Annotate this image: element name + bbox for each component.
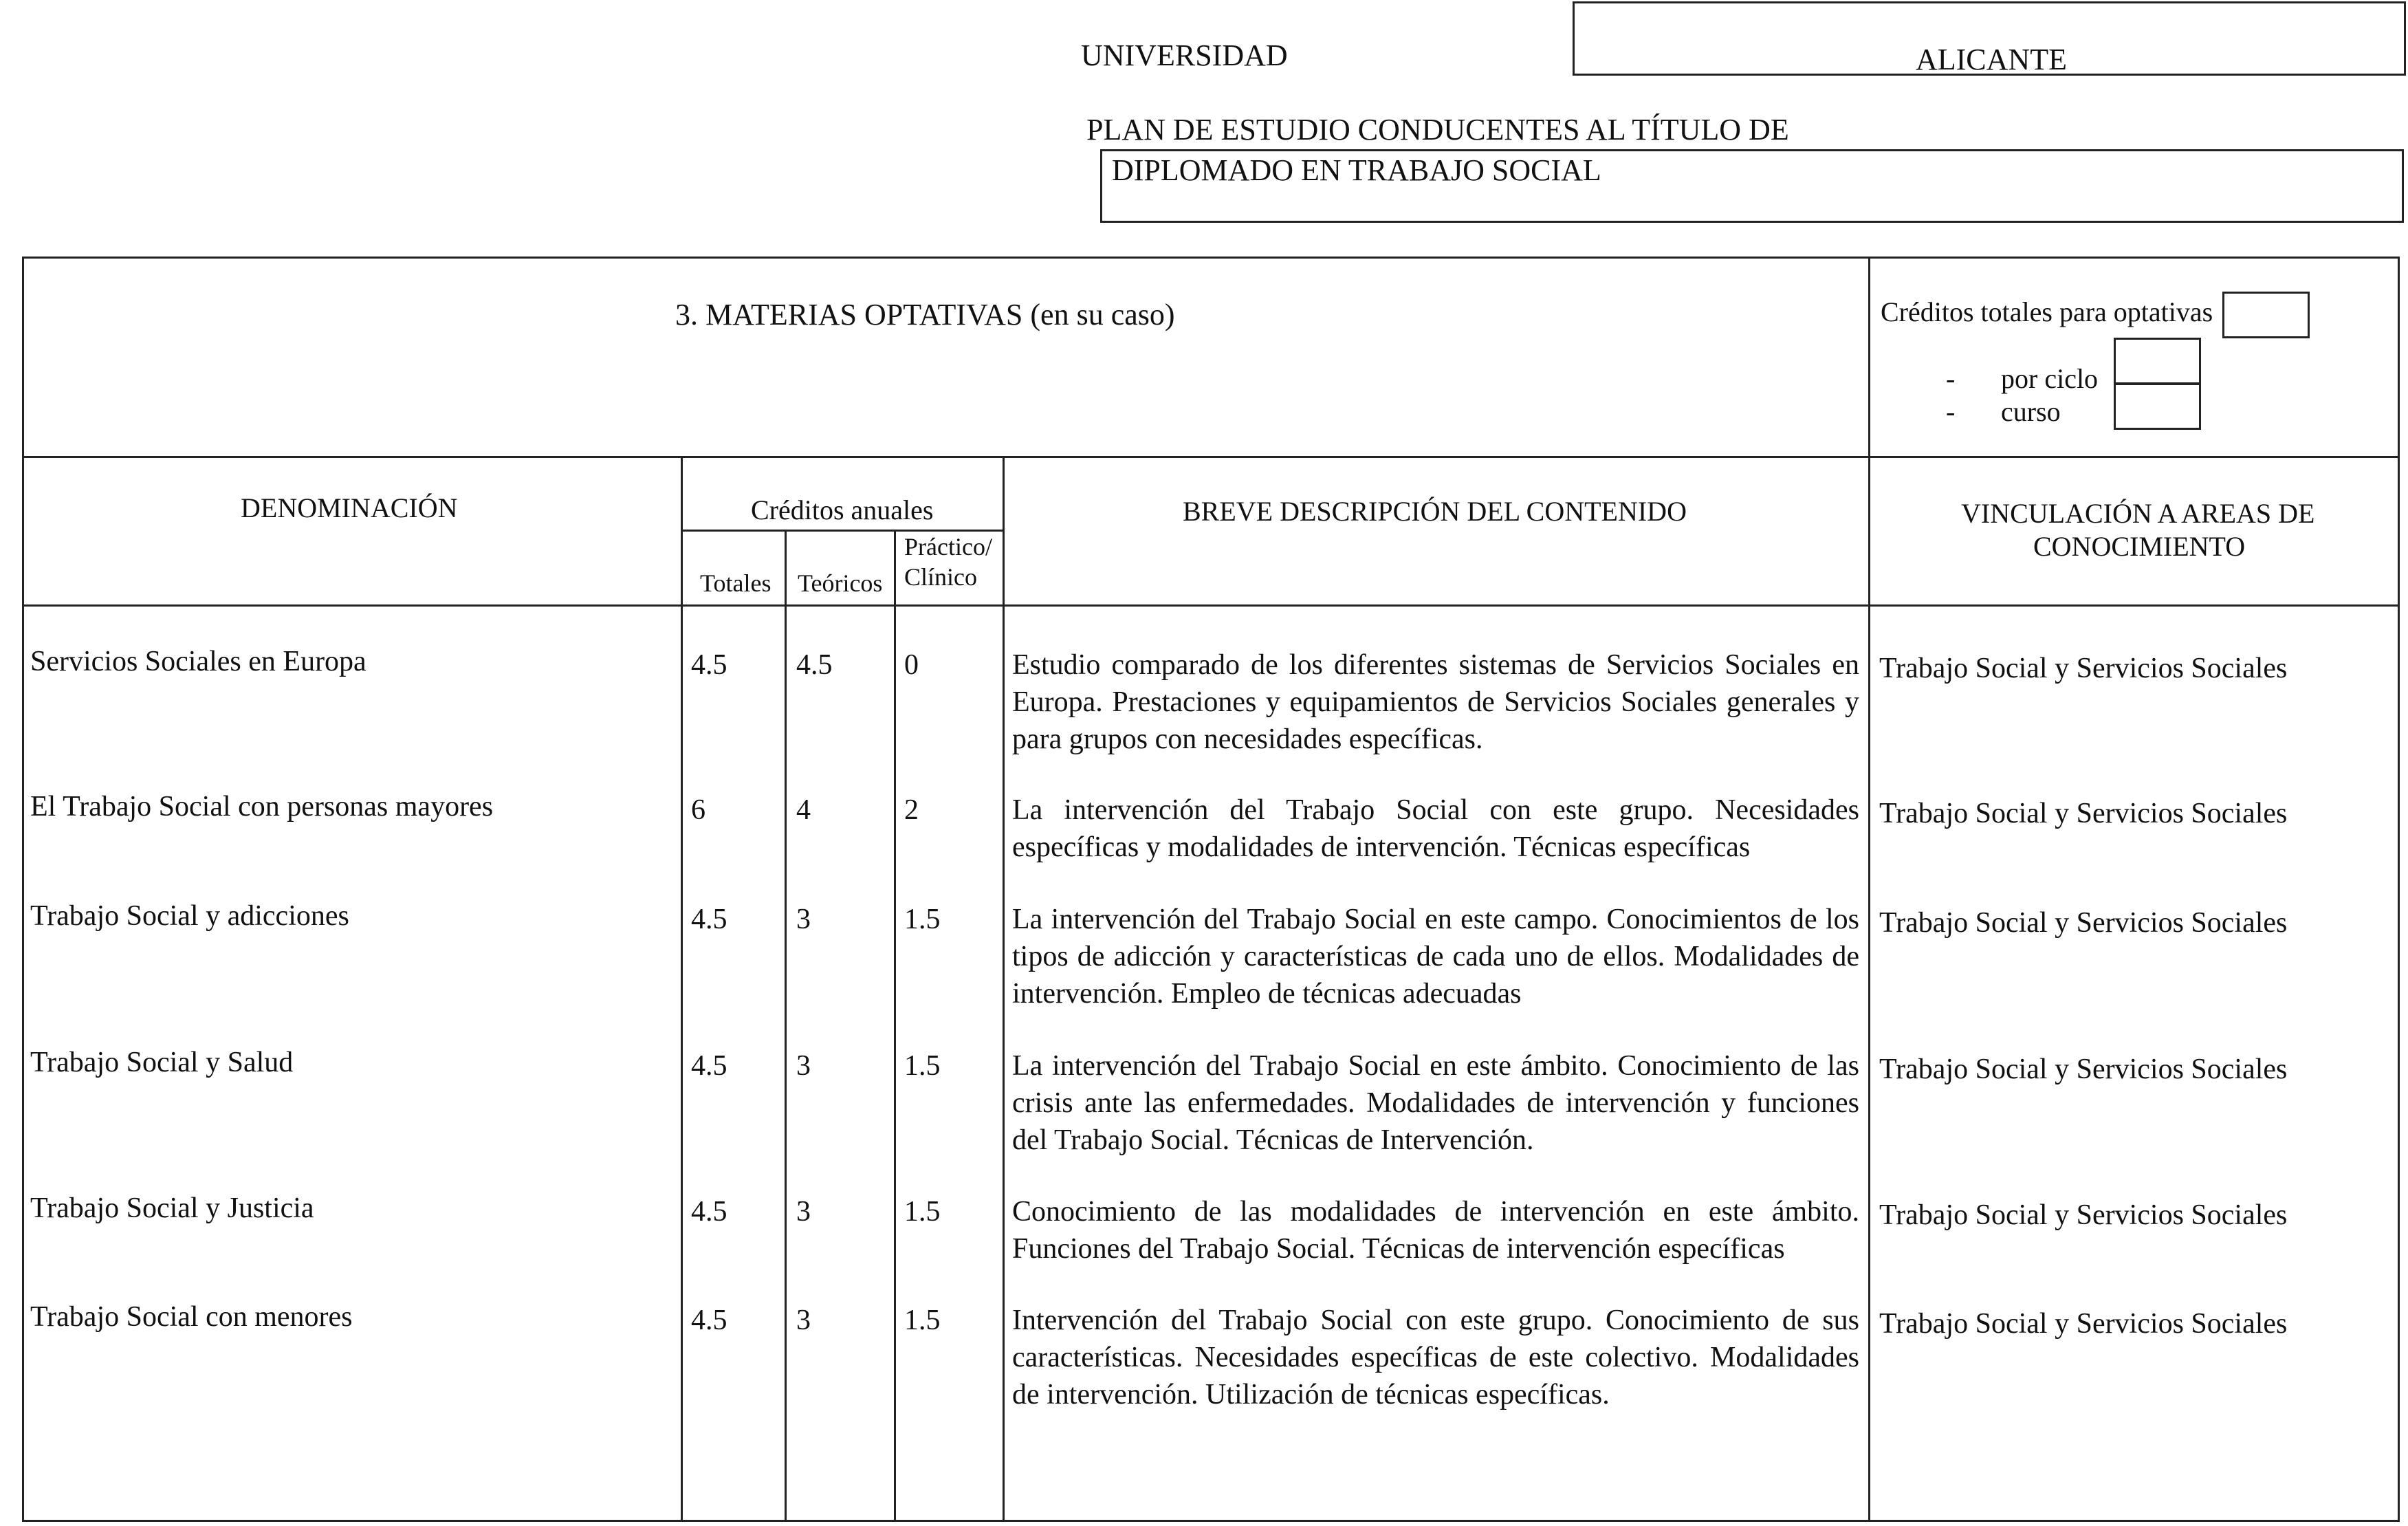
row-2-totales: 6 — [691, 794, 705, 826]
por-ciclo-label: por ciclo — [2001, 363, 2099, 394]
por-ciclo-box — [2114, 338, 2201, 384]
header-totales: Totales — [700, 569, 771, 597]
creditos-totales-box — [2222, 292, 2310, 338]
creditos-totales-label: Créditos totales para optativas — [1881, 296, 2213, 327]
header-descripcion: BREVE DESCRIPCIÓN DEL CONTENIDO — [1183, 496, 1687, 527]
section-title: 3. MATERIAS OPTATIVAS (en su caso) — [675, 298, 1175, 331]
universidad-label: UNIVERSIDAD — [1081, 39, 1288, 72]
row-2-teoricos: 4 — [796, 794, 811, 826]
por-ciclo-dash: - — [1946, 363, 1956, 394]
row-1-descripcion: Estudio comparado de los diferentes sistemas de Servicios Sociales en Europa. Prestaciones y equipamientos de Servicios Sociales generales y para grupos con necesidades específicas. — [1012, 649, 1859, 755]
row-1-practico: 0 — [904, 649, 919, 681]
curso-box — [2114, 383, 2201, 430]
universidad-value: ALICANTE — [1916, 43, 2067, 76]
col-divider-vinculacion — [1868, 257, 1870, 1522]
curso-dash: - — [1946, 396, 1956, 427]
col-divider-practico — [894, 530, 896, 1522]
row-1-totales: 4.5 — [691, 649, 727, 681]
row-4-practico: 1.5 — [904, 1050, 941, 1082]
row-1-vinculacion: Trabajo Social y Servicios Sociales — [1879, 653, 2288, 684]
row-6-teoricos: 3 — [796, 1305, 811, 1336]
col-divider-creditos — [681, 456, 683, 1522]
row-5-practico: 1.5 — [904, 1196, 941, 1228]
row-3-vinculacion: Trabajo Social y Servicios Sociales — [1879, 907, 2288, 939]
row-4-vinculacion: Trabajo Social y Servicios Sociales — [1879, 1054, 2288, 1085]
row-4-descripcion: La intervención del Trabajo Social en este ámbito. Conocimiento de las crisis ante las enfermedades. Modalidades de intervención y funciones del Trabajo Social. Técnicas de Intervención. — [1012, 1050, 1859, 1156]
header-vinculacion-line2: CONOCIMIENTO — [2033, 531, 2246, 562]
row-4-teoricos: 3 — [796, 1050, 811, 1082]
row-6-vinculacion: Trabajo Social y Servicios Sociales — [1879, 1308, 2288, 1340]
row-1-denominacion: Servicios Sociales en Europa — [30, 646, 366, 677]
row-3-denominacion: Trabajo Social y adicciones — [30, 900, 349, 932]
row-5-totales: 4.5 — [691, 1196, 727, 1228]
plan-label: PLAN DE ESTUDIO CONDUCENTES AL TÍTULO DE — [1086, 113, 1789, 146]
header-divider — [22, 604, 2400, 607]
universidad-field — [1573, 1, 2406, 76]
row-2-descripcion: La intervención del Trabajo Social con este grupo. Necesidades específicas y modalidades de intervención. Técnicas específicas — [1012, 794, 1859, 863]
row-5-vinculacion: Trabajo Social y Servicios Sociales — [1879, 1199, 2288, 1231]
row-5-descripcion: Conocimiento de las modalidades de intervención en este ámbito. Funciones del Trabajo Social. Técnicas de intervención específicas — [1012, 1196, 1859, 1265]
row-5-teoricos: 3 — [796, 1196, 811, 1228]
header-denominacion: DENOMINACIÓN — [241, 492, 458, 523]
curso-label: curso — [2001, 396, 2061, 427]
row-4-denominacion: Trabajo Social y Salud — [30, 1047, 294, 1078]
row-3-practico: 1.5 — [904, 904, 941, 935]
titulo-value: DIPLOMADO EN TRABAJO SOCIAL — [1112, 153, 1601, 187]
header-creditos-anuales: Créditos anuales — [751, 494, 934, 525]
header-vinculacion-line1: VINCULACIÓN A AREAS DE — [1961, 498, 2315, 529]
row-2-vinculacion: Trabajo Social y Servicios Sociales — [1879, 798, 2288, 829]
row-4-totales: 4.5 — [691, 1050, 727, 1082]
row-6-descripcion: Intervención del Trabajo Social con este grupo. Conocimiento de sus características. Necesidades específicas de este colectivo. Modalidades de intervención. Utilización de técnicas específicas. — [1012, 1305, 1859, 1410]
row-6-totales: 4.5 — [691, 1305, 727, 1336]
header-teoricos: Teóricos — [798, 569, 883, 597]
row-1-teoricos: 4.5 — [796, 649, 833, 681]
header-practico-line1: Práctico/ — [904, 533, 992, 560]
row-6-denominacion: Trabajo Social con menores — [30, 1301, 353, 1333]
row-2-denominacion: El Trabajo Social con personas mayores — [30, 791, 494, 822]
row-3-totales: 4.5 — [691, 904, 727, 935]
header-practico-line2: Clínico — [904, 563, 977, 591]
col-divider-descripcion — [1003, 456, 1005, 1522]
titulo-field — [1100, 149, 2404, 223]
row-5-denominacion: Trabajo Social y Justicia — [30, 1192, 314, 1224]
row-6-practico: 1.5 — [904, 1305, 941, 1336]
row-2-practico: 2 — [904, 794, 919, 826]
row-3-descripcion: La intervención del Trabajo Social en este campo. Conocimientos de los tipos de adicción y características de cada uno de ellos. Modalidades de intervención. Empleo de técnicas adecuadas — [1012, 904, 1859, 1010]
section-divider — [22, 456, 2400, 458]
col-divider-teoricos — [785, 530, 787, 1522]
row-3-teoricos: 3 — [796, 904, 811, 935]
